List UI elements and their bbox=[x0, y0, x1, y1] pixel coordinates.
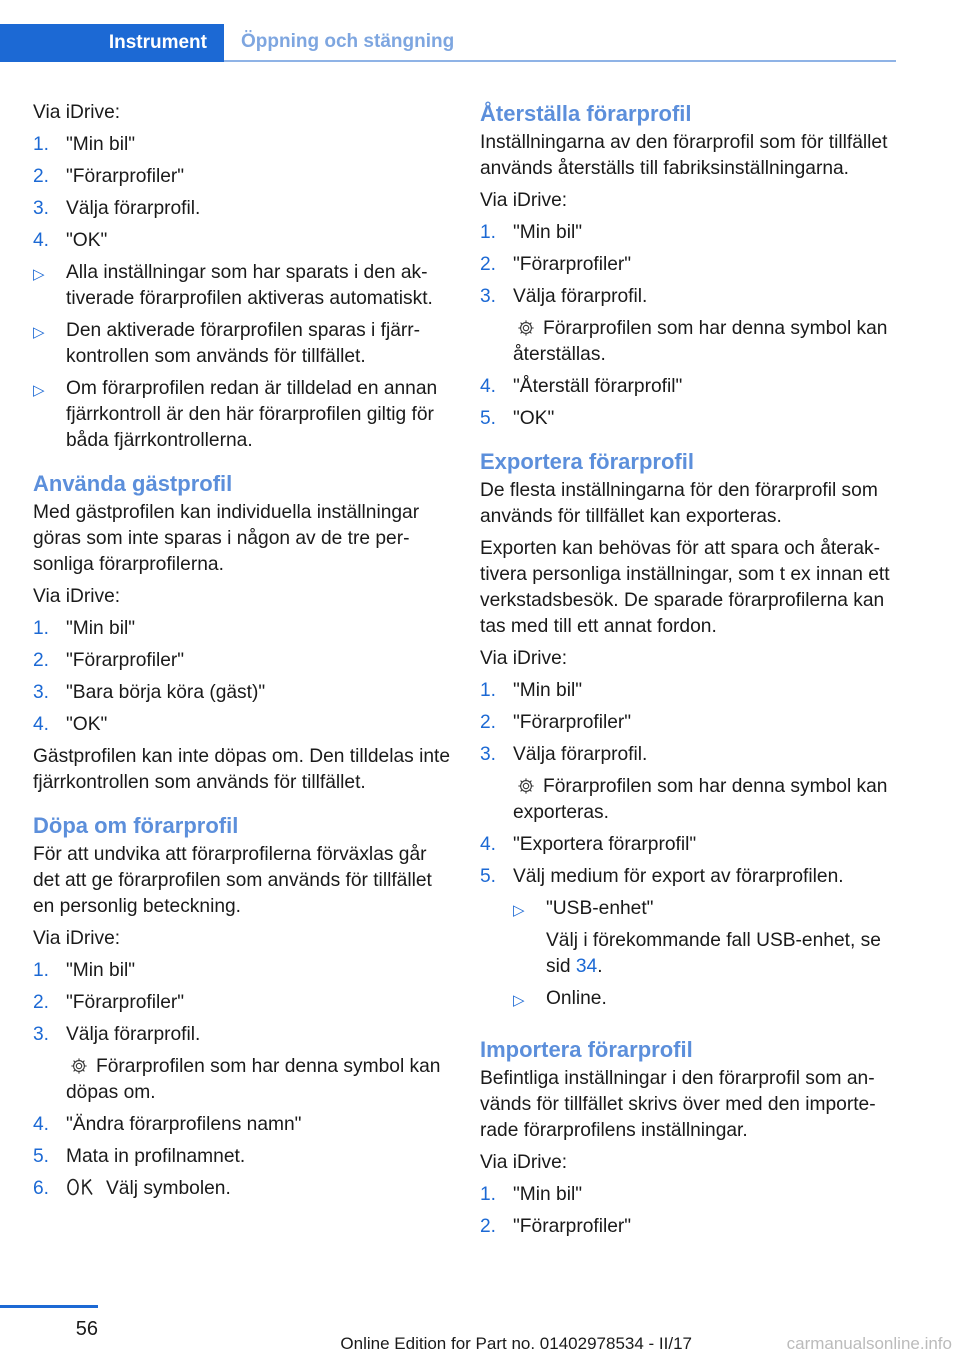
list-item: 2. "Förarprofiler" bbox=[480, 1216, 632, 1237]
reset-steps bbox=[480, 220, 896, 432]
reset-text: Inställningarna av den förarprofil som för tillfället används återställs till fabriksinställningarna. bbox=[480, 132, 888, 179]
list-item: 1. "Min bil" bbox=[480, 222, 583, 243]
rename-steps bbox=[33, 958, 451, 1202]
section-title-rename: Döpa om förarprofil bbox=[33, 813, 239, 838]
bullet-item: ▷ Alla inställningar som har sparats i den aktiverade förarprofilen aktiveras automatiskt. bbox=[33, 260, 451, 312]
guest-steps bbox=[33, 616, 451, 738]
triangle-bullet-icon: ▷ bbox=[513, 992, 525, 1009]
rename-text: För att undvika att förarprofilerna förväxlas går det att ge förarprofilen som används för tillfället en personlig beteckning. bbox=[33, 844, 432, 917]
ok-symbol-icon bbox=[66, 1178, 96, 1196]
reset-via: Via iDrive: bbox=[480, 190, 568, 211]
list-item: 3. Välja förarprofil. Förarprofilen som har denna symbol kan återställas. bbox=[480, 286, 888, 365]
header bbox=[0, 0, 960, 64]
import-via: Via iDrive: bbox=[480, 1152, 568, 1173]
list-item: 2. "Förarprofiler" bbox=[33, 650, 185, 671]
list-item: 1. "Min bil" bbox=[480, 1184, 583, 1205]
left-column bbox=[33, 100, 451, 1208]
bullet-item: ▷ Om förarprofilen redan är tilldelad en annan fjärrkontroll är den här förarprofilen giltig för båda fjärrkontrollerna. bbox=[33, 376, 451, 454]
gear-icon bbox=[70, 1057, 88, 1075]
bullet-item-usb: ▷ "USB-enhet" Välj i förekommande fall USB-enhet, se sid 34. bbox=[513, 896, 896, 980]
list-item: 1. "Min bil" bbox=[480, 680, 583, 701]
list-item: 3. Välja förarprofil. Förarprofilen som har denna symbol kan döpas om. bbox=[33, 1024, 441, 1103]
gear-icon bbox=[517, 777, 535, 795]
list-item: 5. "OK" bbox=[480, 408, 555, 429]
page-link-34[interactable]: 34 bbox=[575, 956, 598, 977]
list-item: 1. "Min bil" bbox=[33, 134, 136, 155]
tab-oppning-och-stangning[interactable]: Öppning och stängning bbox=[224, 24, 896, 62]
list-item: 2. "Förarprofiler" bbox=[33, 166, 185, 187]
export-text-2: Exporten kan behövas för att spara och återaktivera personliga inställningar, som t ex innan ett verkstadsbesök. De sparade förarprofilerna kan tas med till ett annat fordon. bbox=[480, 538, 890, 637]
list-item: 3. "Bara börja köra (gäst)" bbox=[33, 682, 266, 703]
triangle-bullet-icon: ▷ bbox=[33, 324, 45, 341]
list-item: 1. "Min bil" bbox=[33, 960, 136, 981]
section-title-export: Exportera förarprofil bbox=[480, 449, 694, 474]
list-item: 4. "OK" bbox=[33, 714, 108, 735]
watermark: carmanualsonline.info bbox=[786, 1334, 952, 1353]
section-title-guest: Använda gästprofil bbox=[33, 471, 233, 496]
guest-after: Gästprofilen kan inte döpas om. Den tilldelas inte fjärrkontrollen som används för tillfället. bbox=[33, 746, 451, 793]
steps-list bbox=[33, 132, 451, 454]
list-item: 4. "Exportera förarprofil" bbox=[480, 834, 697, 855]
gear-icon bbox=[517, 319, 535, 337]
page-number: 56 bbox=[75, 1318, 98, 1340]
bullet-item: ▷ Den aktiverade förarprofilen sparas i fjärrkontrollen som används för tillfället. bbox=[33, 318, 451, 370]
section-title-reset: Återställa förarprofil bbox=[480, 101, 692, 126]
list-item: 3. Välja förarprofil. bbox=[33, 198, 201, 219]
intro-via: Via iDrive: bbox=[33, 102, 121, 123]
rename-via: Via iDrive: bbox=[33, 928, 121, 949]
section-title-import: Importera förarprofil bbox=[480, 1037, 693, 1062]
list-item: 5. Mata in profilnamnet. bbox=[33, 1146, 246, 1167]
list-item: 3. Välja förarprofil. Förarprofilen som har denna symbol kan exporteras. bbox=[480, 744, 888, 823]
triangle-bullet-icon: ▷ bbox=[513, 902, 525, 919]
list-item: 4. "OK" bbox=[33, 230, 108, 251]
tab-instrument[interactable]: Instrument bbox=[0, 24, 224, 62]
import-text: Befintliga inställningar i den förarprofil som används för tillfället skrivs över med den importerade förarprofilens inställningar. bbox=[480, 1068, 876, 1141]
guest-via: Via iDrive: bbox=[33, 586, 121, 607]
export-text-1: De flesta inställningarna för den förarprofil som används för tillfället kan exporteras. bbox=[480, 480, 878, 527]
footer-rule bbox=[0, 1305, 98, 1308]
export-via: Via iDrive: bbox=[480, 648, 568, 669]
list-item: 4. "Återställ förarprofil" bbox=[480, 376, 683, 397]
triangle-bullet-icon: ▷ bbox=[33, 266, 45, 283]
list-item: 5. Välj medium för export av förarprofilen. ▷ "USB-enhet" Välj i förekommande fall USB-enhet, se sid 34. ▷ Online. bbox=[480, 864, 896, 1020]
export-steps bbox=[480, 678, 896, 1020]
list-item: 2. "Förarprofiler" bbox=[480, 712, 632, 733]
list-item: 2. "Förarprofiler" bbox=[33, 992, 185, 1013]
right-column bbox=[480, 100, 896, 1246]
list-item: 6. Välj symbolen. bbox=[33, 1178, 231, 1199]
guest-text: Med gästprofilen kan individuella inställningar göras som inte sparas i någon av de tre personliga förarprofilerna. bbox=[33, 502, 420, 575]
footer-edition: Online Edition for Part no. 01402978534 - II/17 bbox=[340, 1334, 692, 1353]
import-steps bbox=[480, 1182, 896, 1240]
list-item: 2. "Förarprofiler" bbox=[480, 254, 632, 275]
list-item: 4. "Ändra förarprofilens namn" bbox=[33, 1114, 302, 1135]
triangle-bullet-icon: ▷ bbox=[33, 382, 45, 399]
bullet-item-online: ▷ Online. bbox=[513, 986, 896, 1014]
list-item: 1. "Min bil" bbox=[33, 618, 136, 639]
